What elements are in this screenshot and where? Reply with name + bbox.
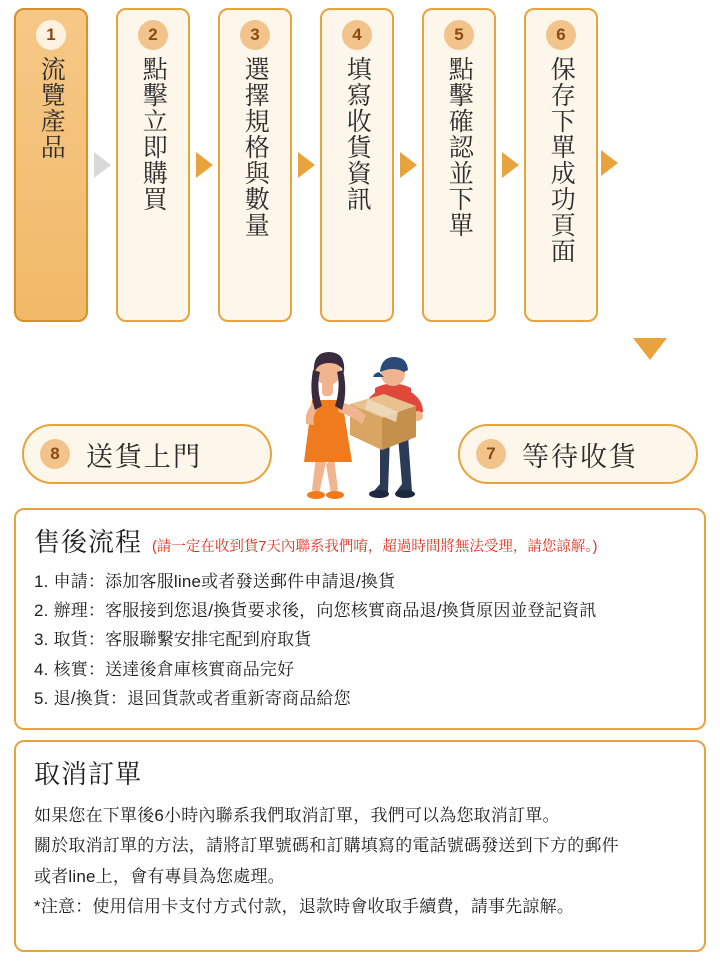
list-item: 1. 申請：添加客服line或者發送郵件申請退/換貨 — [34, 572, 396, 591]
step-label: 等待收貨 — [522, 441, 638, 472]
list-item: 5. 退/換貨：退回貨款或者重新寄商品給您 — [34, 688, 351, 708]
flow-step-3[interactable] — [218, 8, 292, 322]
flow-step-4[interactable] — [320, 8, 394, 322]
step-label: 保存下單成功頁面 — [547, 56, 576, 264]
flow-arrow-1 — [88, 8, 116, 322]
step-label: 送貨上門 — [86, 441, 202, 472]
paragraph: 或者line上，會有專員為您處理。 — [34, 866, 285, 886]
flow-arrow-3 — [292, 8, 320, 322]
step-number-badge: 7 — [476, 439, 506, 469]
list-item: 4. 核實：送達後倉庫核實商品完好 — [34, 659, 295, 679]
after-sales-steps-list — [34, 567, 686, 713]
flow-arrow-down-icon — [633, 338, 667, 360]
cancel-order-body — [34, 801, 686, 922]
flow-step-1[interactable] — [14, 8, 88, 322]
flow-arrow-4 — [394, 8, 422, 322]
step-label: 填寫收貨資訊 — [343, 56, 372, 212]
step-label: 點擊立即購買 — [139, 56, 168, 212]
cancel-order-title: 取消訂單 — [34, 759, 143, 789]
step-label: 選擇規格與數量 — [241, 56, 270, 238]
step-number-badge: 3 — [240, 20, 270, 50]
cancel-order-card — [14, 740, 706, 952]
step-number-badge: 5 — [444, 20, 474, 50]
flow-step-5[interactable] — [422, 8, 496, 322]
step-label: 點擊確認並下單 — [445, 56, 474, 238]
step-number-badge: 4 — [342, 20, 372, 50]
after-sales-title: 售後流程 — [34, 527, 143, 557]
delivery-handoff-illustration — [272, 316, 462, 506]
step-number-badge: 2 — [138, 20, 168, 50]
process-flow — [14, 8, 714, 328]
paragraph: 關於取消訂單的方法，請將訂單號碼和訂購填寫的電話號碼發送到下方的郵件 — [34, 836, 619, 856]
flow-arrow-2 — [190, 8, 218, 322]
list-item: 2. 辦理：客服接到您退/換貨要求後，向您核實商品退/換貨原因並登記資訊 — [34, 601, 597, 621]
flow-step-7[interactable] — [458, 424, 698, 484]
flow-arrow-5 — [496, 8, 524, 322]
after-sales-card — [14, 508, 706, 730]
list-item: 3. 取貨：客服聯繫安排宅配到府取貨 — [34, 630, 312, 650]
flow-step-8[interactable] — [22, 424, 272, 484]
step-number-badge: 6 — [546, 20, 576, 50]
step-label: 流覽產品 — [37, 56, 66, 160]
step-number-badge: 1 — [36, 20, 66, 50]
paragraph: *注意：使用信用卡支付方式付款，退款時會收取手續費，請事先諒解。 — [34, 896, 575, 916]
after-sales-header — [34, 522, 686, 559]
after-sales-note: (請一定在收到貨7天內聯系我們唷，超過時間將無法受理，請您諒解。) — [152, 539, 598, 555]
flow-arrow-6 — [601, 150, 618, 176]
paragraph: 如果您在下單後6小時內聯系我們取消訂單，我們可以為您取消訂單。 — [34, 806, 560, 825]
step-number-badge: 8 — [40, 439, 70, 469]
flow-step-2[interactable] — [116, 8, 190, 322]
flow-step-6[interactable] — [524, 8, 598, 322]
